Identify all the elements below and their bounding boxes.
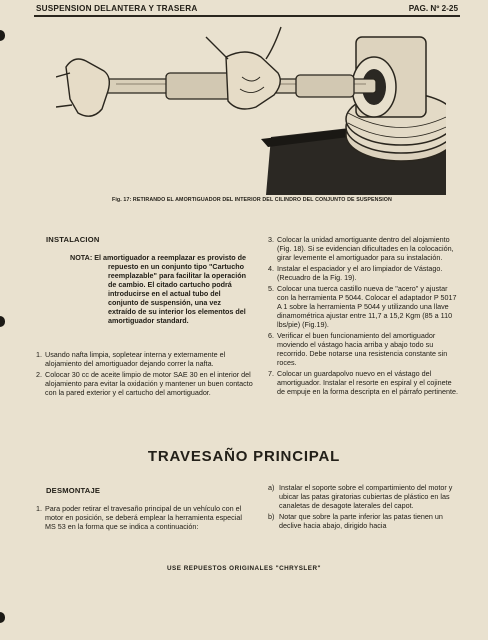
list-item — [268, 483, 458, 510]
item-number: 3. — [268, 235, 274, 244]
binder-hole — [0, 30, 5, 41]
section-heading-instalacion: INSTALACION — [46, 235, 100, 244]
item-number: 6. — [268, 331, 274, 340]
item-text: Colocar la unidad amortiguante dentro del alojamiento (Fig. 18). Si se evidencian dificultades en la colocación, girar levemente el amortiguador para su instalación. — [277, 235, 454, 262]
item-text: Verificar el buen funcionamiento del amortiguador moviendo el vástago hacia arriba y abajo todo su recorrido. Debe notarse una resistencia constante sin roces. — [277, 331, 448, 367]
travesano-left-list — [36, 504, 254, 533]
list-item — [36, 504, 254, 531]
item-number: 2. — [36, 370, 42, 379]
section-title-travesano: TRAVESAÑO PRINCIPAL — [147, 448, 341, 465]
travesano-right-list — [268, 483, 458, 532]
installation-note — [70, 253, 250, 325]
list-item — [268, 512, 458, 530]
item-number: 1. — [36, 350, 42, 359]
note-text: El amortiguador a reemplazar es provisto de repuesto en un conjunto tipo "Cartucho reemplazable" para facilitar la operación de cambio. El citado cartucho podrá introducirse en el actual tubo del conjunto de suspensión, una vez extraído de su interior los elementos del amortiguador standard. — [94, 253, 247, 325]
binder-hole — [0, 612, 5, 623]
item-text: Instalar el soporte sobre el compartimiento del motor y ubicar las patas giratorias cubiertas de plástico en las canaletas de desagote laterales del capot. — [279, 483, 453, 510]
list-item — [268, 235, 458, 262]
list-item — [36, 350, 254, 368]
page-footer: USE REPUESTOS ORIGINALES "CHRYSLER" — [167, 565, 321, 572]
item-text: Colocar 30 cc de aceite limpio de motor SAE 30 en el interior del alojamiento para evitar la oxidación y mantener un buen contacto con la pared exterior y el cartucho del amortiguador. — [45, 370, 253, 397]
list-item — [36, 370, 254, 397]
item-text: Para poder retirar el travesaño principal de un vehículo con el motor en posición, se deberá emplear la herramienta especial MS 53 en la forma que se indica a continuación: — [45, 504, 242, 531]
note-label: NOTA: — [70, 253, 93, 262]
item-text: Notar que sobre la parte inferior las patas tienen un declive hacia abajo, dirigido hacia — [279, 512, 443, 530]
figure-caption: Fig. 17: RETIRANDO EL AMORTIGUADOR DEL INTERIOR DEL CILINDRO DEL CONJUNTO DE SUSPENSION — [112, 197, 392, 203]
item-number: 5. — [268, 284, 274, 293]
list-item — [268, 264, 458, 282]
item-text: Colocar una tuerca castillo nueva de "acero" y ajustar con la herramienta P 5044. Colocar el adaptador P 5017 A 1 sobre la herramienta P 5044 y utilizando una llave dinamométrica ajustar entre 11,7 a 15,2 Kgm (85 a 110 lbs/pie) (Fig.19). — [277, 284, 457, 329]
item-number: 1. — [36, 504, 42, 513]
item-text: Colocar un guardapolvo nuevo en el vástago del amortiguador. Instalar el resorte en espiral y el cojinete de empuje en la forma descripta en el párrafo pertinente. — [277, 369, 458, 396]
list-item — [268, 369, 458, 396]
item-number: a) — [268, 483, 275, 492]
shock-absorber-removal-illustration — [56, 17, 446, 195]
instalacion-left-list — [36, 350, 254, 399]
subheading-desmontaje: DESMONTAJE — [46, 486, 101, 495]
item-number: 7. — [268, 369, 274, 378]
section-title: SUSPENSION DELANTERA Y TRASERA — [36, 4, 198, 13]
list-item — [268, 284, 458, 329]
item-number: b) — [268, 512, 275, 521]
binder-hole — [0, 316, 5, 327]
instalacion-right-list — [268, 235, 458, 398]
page-number: PAG. Nº 2-25 — [408, 4, 458, 13]
item-text: Usando nafta limpia, sopletear interna y externamente el alojamiento del amortiguador dejando correr la nafta. — [45, 350, 226, 368]
item-number: 4. — [268, 264, 274, 273]
item-text: Instalar el espaciador y el aro limpiador de Vástago. (Recuadro de la Fig. 19). — [277, 264, 443, 282]
list-item — [268, 331, 458, 367]
